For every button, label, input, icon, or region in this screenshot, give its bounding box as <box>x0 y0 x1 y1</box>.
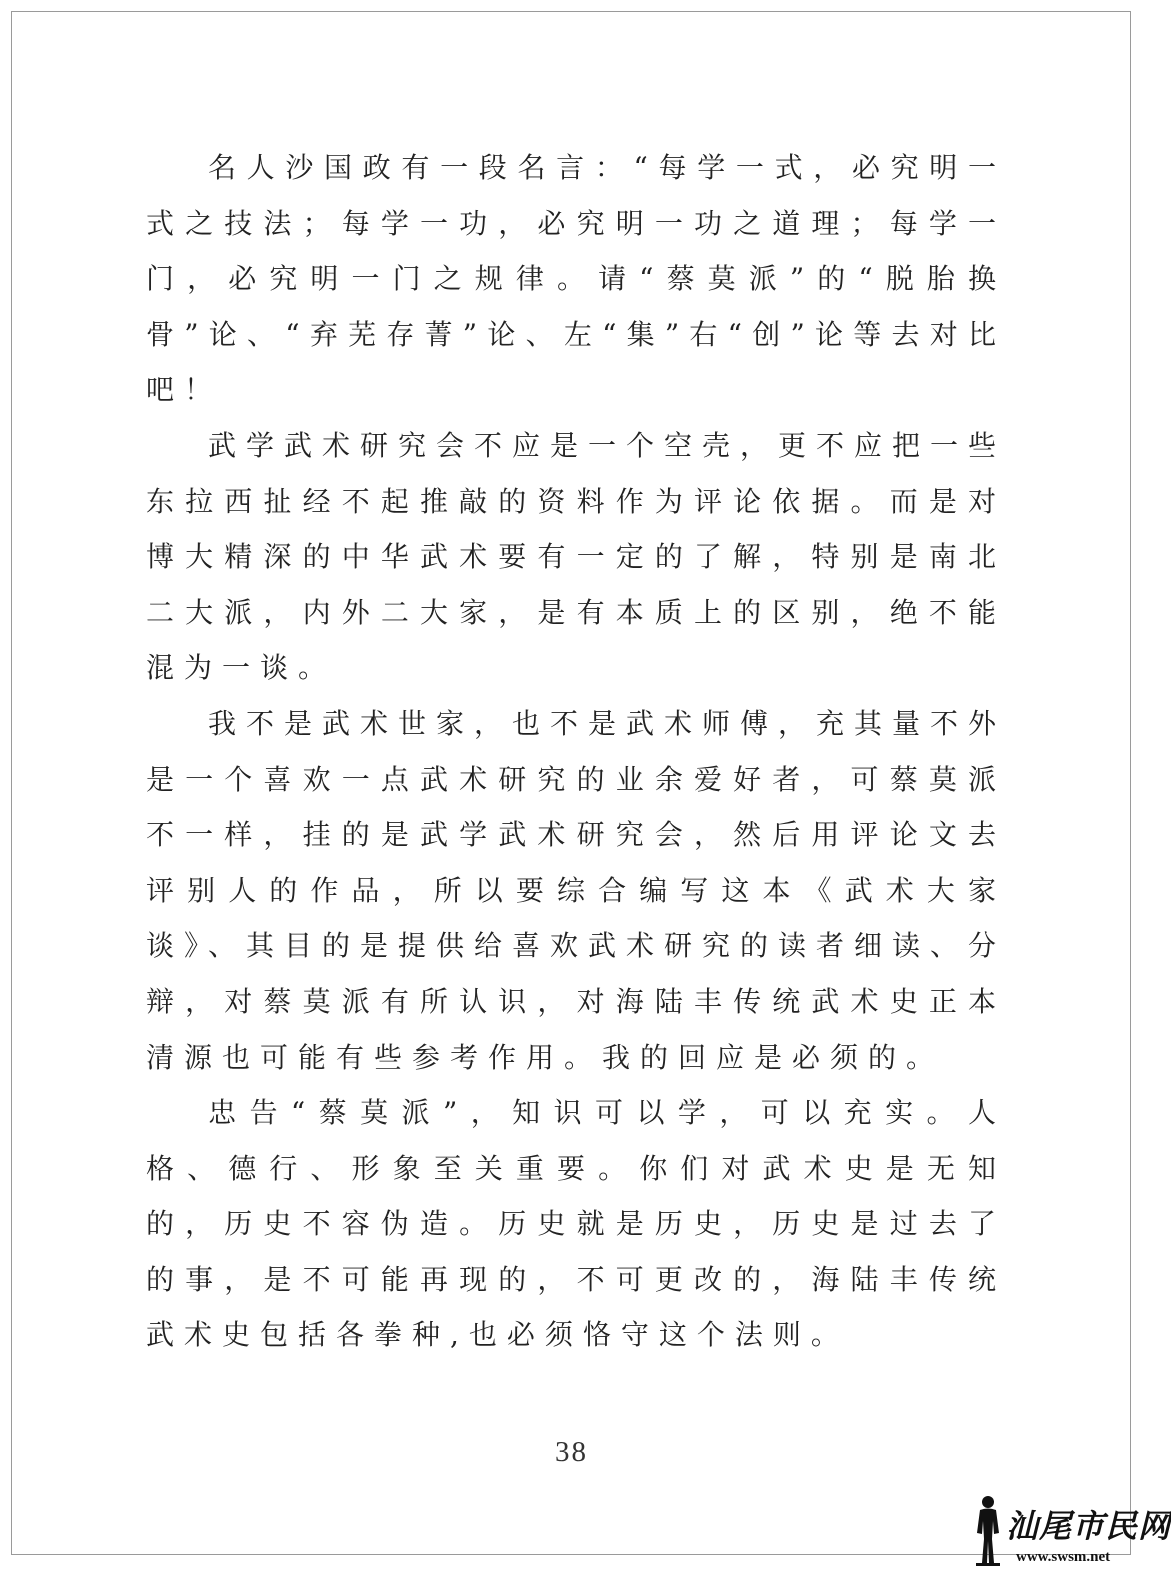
paragraph-1: 名人沙国政有一段名言：“每学一式，必究明一式之技法；每学一功，必究明一功之道理；每学一门，必究明一门之规律。请“蔡莫派”的“脱胎换骨”论、“弃芜存菁”论、左“集”右“创”论等去对比吧！ <box>146 151 1006 407</box>
watermark-title: 汕尾市民网 <box>1006 1507 1171 1545</box>
watermark-url: www.swsm.net <box>1016 1549 1111 1565</box>
body-text <box>146 140 1006 1363</box>
paragraph-3: 我不是武术世家，也不是武术师傅，充其量不外是一个喜欢一点武术研究的业余爱好者，可蔡莫派不一样，挂的是武学武术研究会，然后用评论文去评别人的作品，所以要综合编写这本《武术大家谈》、其目的是提供给喜欢武术研究的读者细读、分辩，对蔡莫派有所认识，对海陆丰传统武术史正本清源也可能有些参考作用。我的回应是必须的。 <box>146 706 1007 1074</box>
paragraph-4: 忠告“蔡莫派”，知识可以学，可以充实。人格、德行、形象至关重要。你们对武术史是无知的，历史不容伪造。历史就是历史，历史是过去了的事，是不可能再现的，不可更改的，海陆丰传统武术史包括各拳种,也必须恪守这个法则。 <box>146 1096 1006 1352</box>
site-watermark <box>972 1495 1171 1569</box>
page-number: 38 <box>555 1436 588 1468</box>
standing-figure-icon <box>972 1495 1004 1567</box>
paragraph-2: 武学武术研究会不应是一个空壳，更不应把一些东拉西扯经不起推敲的资料作为评论依据。而是对博大精深的中华武术要有一定的了解，特别是南北二大派，内外二大家，是有本质上的区别，绝不能混为一谈。 <box>146 428 1007 685</box>
